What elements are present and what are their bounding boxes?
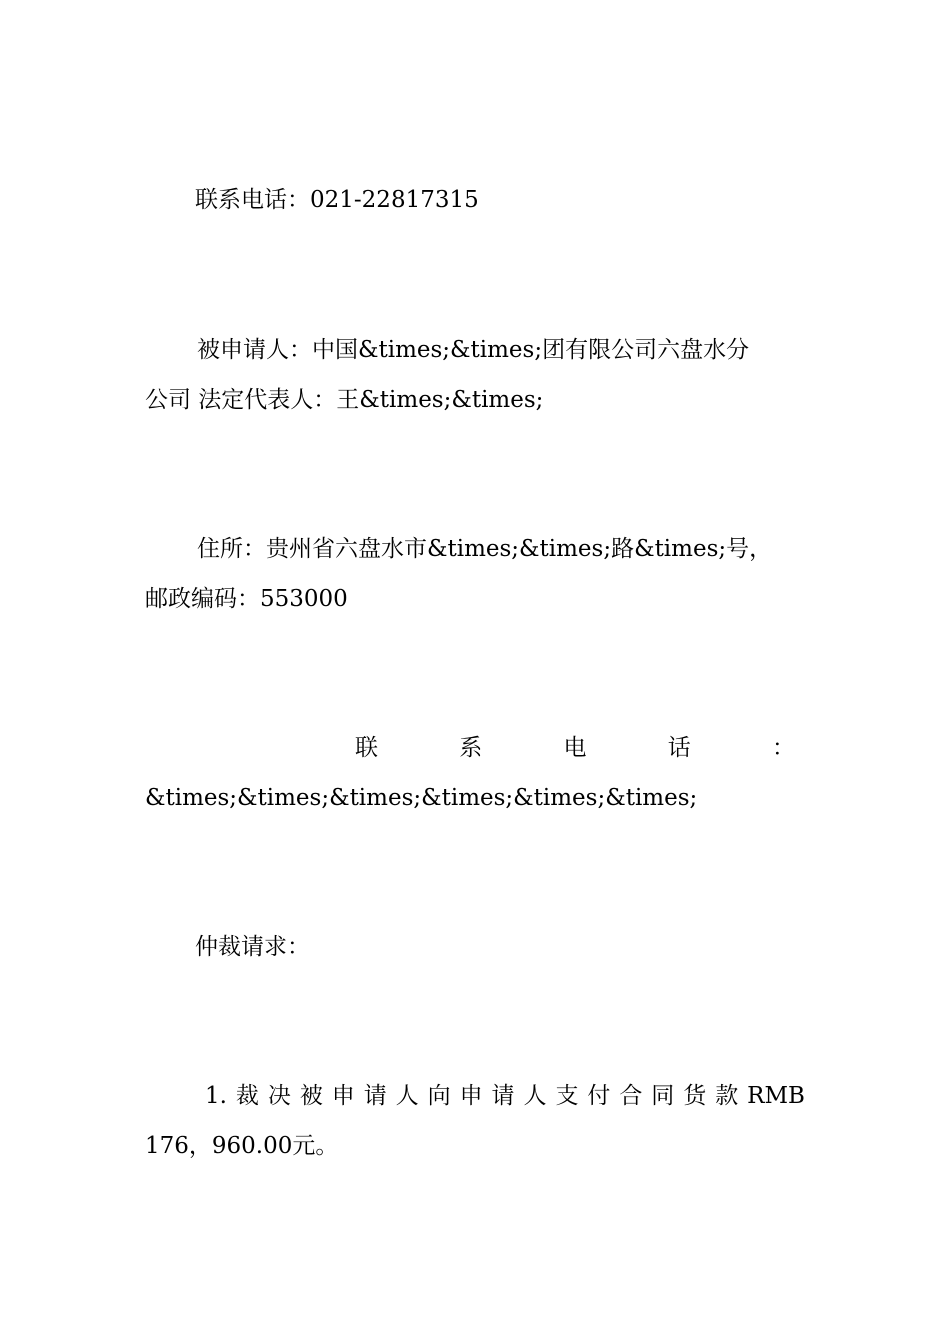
- address-line-1: 住所：贵州省六盘水市&times;&times;路&times;号，: [197, 536, 773, 562]
- claim-1-char: RMB: [747, 1083, 805, 1109]
- contact-phone-2-label: [355, 734, 795, 762]
- claim-1-char: 人: [395, 1083, 419, 1109]
- claim-1-char: 同: [651, 1083, 675, 1109]
- claim-1-char: 请: [491, 1083, 515, 1109]
- claim-1-line-2: 176，960.00元。: [145, 1133, 339, 1159]
- claim-1-char: 申: [331, 1083, 355, 1109]
- contact-phone-2-char: ：: [772, 735, 795, 761]
- claim-1-char: 申: [459, 1083, 483, 1109]
- claim-1-char: 被: [299, 1083, 323, 1109]
- contact-phone-2-char: 系: [459, 735, 483, 761]
- claim-1-char: 1.: [205, 1083, 227, 1109]
- claim-1-char: 裁: [235, 1083, 259, 1109]
- claim-1-char: 款: [715, 1083, 739, 1109]
- contact-phone-2-char: 话: [667, 735, 691, 761]
- contact-phone-1: 联系电话：021-22817315: [195, 187, 479, 213]
- claim-1-char: 向: [427, 1083, 451, 1109]
- contact-phone-2-char: 电: [563, 735, 587, 761]
- claim-1-char: 决: [267, 1083, 291, 1109]
- respondent-line-1: 被申请人：中国&times;&times;团有限公司六盘水分: [197, 337, 750, 363]
- claims-heading: 仲裁请求：: [195, 934, 310, 960]
- claim-1-char: 支: [555, 1083, 579, 1109]
- address-line-2: 邮政编码：553000: [145, 586, 348, 612]
- respondent-line-2: 公司 法定代表人：王&times;&times;: [145, 387, 544, 413]
- contact-phone-2-value: &times;&times;&times;&times;&times;&times;: [145, 785, 698, 811]
- claim-1-char: 请: [363, 1083, 387, 1109]
- contact-phone-2-char: 联: [355, 735, 378, 761]
- claim-1-char: 货: [683, 1083, 707, 1109]
- claim-1-char: 付: [587, 1083, 611, 1109]
- claim-1-char: 人: [523, 1083, 547, 1109]
- claim-1-char: 合: [619, 1083, 643, 1109]
- claim-1-line-1: [205, 1082, 805, 1110]
